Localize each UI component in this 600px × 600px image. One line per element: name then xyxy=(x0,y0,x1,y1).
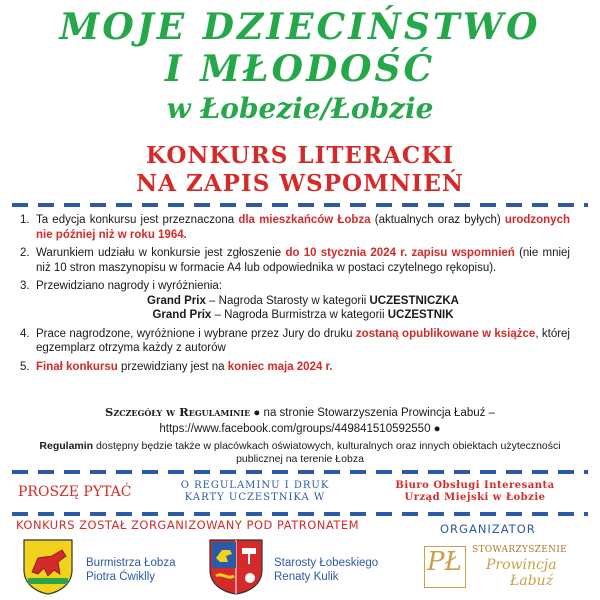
logo-text-2: Prowincja xyxy=(486,557,557,573)
logo-text-1: STOWARZYSZENIE xyxy=(472,545,568,555)
list-item: 2. Warunkiem udziału w konkursie jest zgłoszenie do 10 stycznia 2024 r. zapisu wspomnień (nie mniej niż 10 stron maszynopisu w formacie A4 lub odpowiednika w postaci czytelnego rękopisu). xyxy=(20,247,570,274)
logo-mark: PŁ xyxy=(427,547,462,577)
patron-burmistrz: Burmistrza Łobza Piotra Ćwiklly xyxy=(86,557,176,583)
subtitle-line-2: NA ZAPIS WSPOMNIEŃ xyxy=(136,170,464,197)
ask-middle: O REGULAMINU I DRUK KARTY UCZESTNIKA W xyxy=(180,480,330,503)
details-block: Szczegóły w Regulaminie ● na stronie Stowarzyszenia Prowincja Łabuź – https://www.facebook.com/groups/449841510592550 ● xyxy=(105,405,495,435)
prize-starosta: Grand Prix – Nagroda Starosty w kategorii UCZESTNICZKA xyxy=(147,294,459,307)
patronage-label: KONKURS ZOSTAŁ ZORGANIZOWANY POD PATRONATEM xyxy=(16,518,360,532)
logo-text-3: Łabuź xyxy=(510,573,554,589)
subtitle-line-1: KONKURS LITERACKI xyxy=(146,142,454,169)
regulamin-note: Regulamin dostępny będzie także w placówkach oświatowych, kulturalnych oraz innych obiektach użyteczności publicznej na terenie Łobza xyxy=(39,440,561,465)
list-item: 4. Prace nagrodzone, wyróżnione i wybrane przez Jury do druku zostaną opublikowane w książce, której egzemplarz otrzyma każdy z autorów xyxy=(20,327,570,354)
facebook-link[interactable]: https://www.facebook.com/groups/449841510592550 ● xyxy=(159,423,441,435)
title-line-3: w Łobezie/Łobzie xyxy=(166,92,434,125)
list-item: 1. Ta edycja konkursu jest przeznaczona dla mieszkańców Łobza (aktualnych oraz byłych) urodzonych nie później niż w roku 1964. xyxy=(20,214,570,241)
divider-middle xyxy=(12,470,588,474)
divider-top xyxy=(12,203,588,207)
title-line-2: I MŁODOŚĆ xyxy=(164,48,436,90)
title-line-1: MOJE DZIECIŃSTWO xyxy=(59,6,541,48)
list-item: 5. Finał konkursu przewidziany jest na koniec maja 2024 r. xyxy=(20,360,333,373)
ask-label: PROSZĘ PYTAĆ xyxy=(18,484,132,500)
organizer-logo xyxy=(424,540,590,594)
list-item: 3. Przewidziano nagrody i wyróżnienia: Grand Prix – Nagroda Starosty w kategorii UCZESTNICZKA Grand Prix – Nagroda Burmistrza w kategorii UCZESTNIK xyxy=(20,279,570,323)
prize-burmistrz: Grand Prix – Nagroda Burmistrza w kategorii UCZESTNIK xyxy=(152,309,454,321)
patron-starosta: Starosty Łobeskiego Renaty Kulik xyxy=(274,557,379,583)
organizer-label: ORGANIZATOR xyxy=(440,522,536,536)
rules-list xyxy=(20,213,570,378)
ask-office: Biuro Obsługi Interesanta Urząd Miejski w Łobzie xyxy=(395,480,555,503)
powiat-crest-icon xyxy=(206,536,266,596)
lobez-crest-icon xyxy=(18,536,78,596)
divider-bottom xyxy=(12,512,588,516)
